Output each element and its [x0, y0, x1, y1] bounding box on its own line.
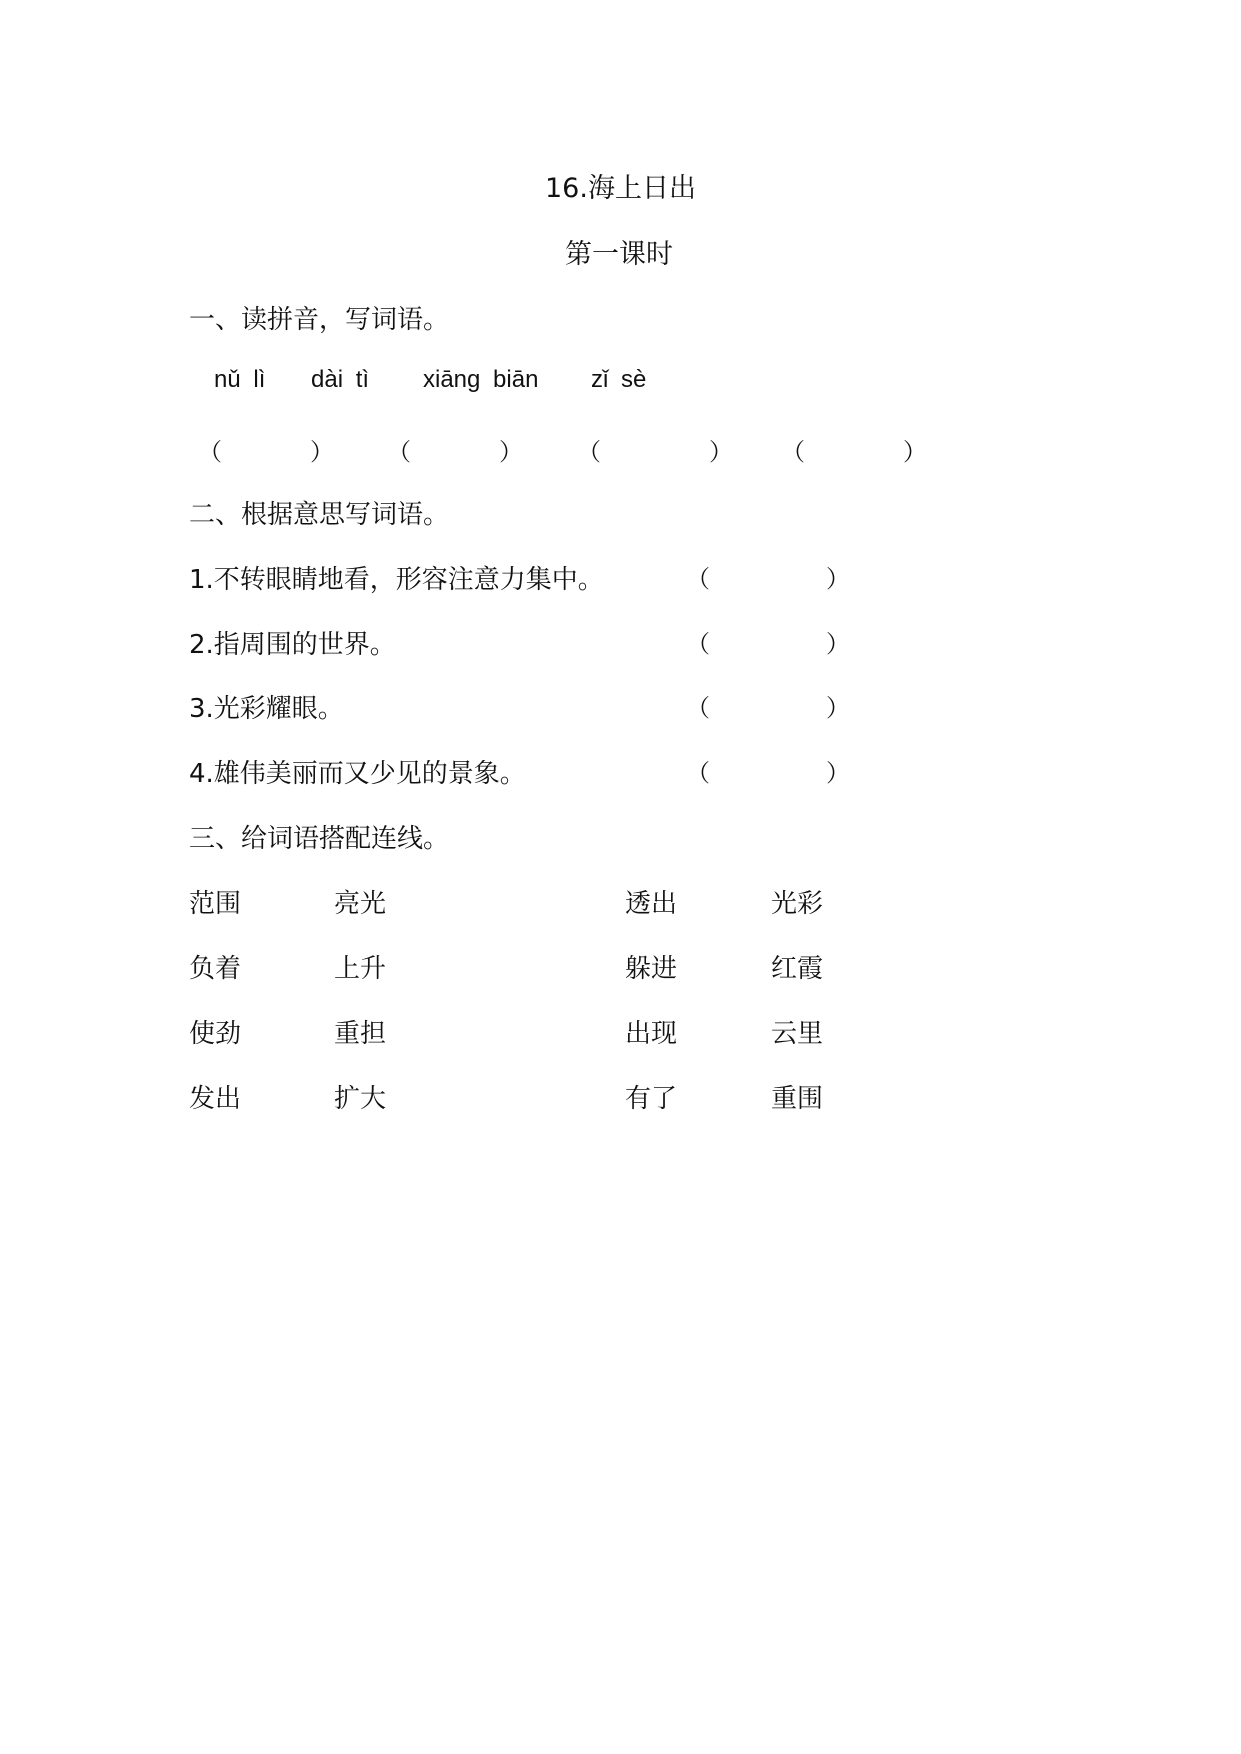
open-paren: （	[387, 438, 411, 466]
match-word[interactable]: 云里	[771, 1019, 824, 1049]
close-paren: ）	[826, 630, 850, 658]
match-word[interactable]: 出现	[625, 1019, 678, 1049]
definition-answer-blank[interactable]	[686, 559, 850, 594]
definition-answer-blank[interactable]	[686, 753, 850, 788]
open-paren: （	[686, 759, 710, 787]
pinyin-item: dài tì	[311, 366, 370, 393]
match-word[interactable]: 光彩	[771, 889, 824, 919]
close-paren: ）	[903, 438, 927, 466]
answer-blank[interactable]	[577, 432, 733, 467]
definition-item: 4.雄伟美丽而又少见的景象。	[189, 759, 526, 789]
section-3-heading: 三、给词语搭配连线。	[189, 824, 450, 854]
match-word[interactable]: 躲进	[625, 954, 678, 984]
definition-answer-blank[interactable]	[686, 624, 850, 659]
match-word[interactable]: 有了	[625, 1084, 678, 1114]
definition-item: 1.不转眼睛地看，形容注意力集中。	[189, 565, 604, 595]
pinyin-item: xiāng biān	[423, 366, 539, 393]
answer-blank[interactable]	[781, 432, 927, 467]
open-paren: （	[577, 438, 601, 466]
definition-item: 2.指周围的世界。	[189, 630, 396, 660]
close-paren: ）	[310, 438, 334, 466]
close-paren: ）	[709, 438, 733, 466]
match-word[interactable]: 发出	[189, 1084, 242, 1114]
section-1-heading: 一、读拼音，写词语。	[189, 305, 450, 335]
close-paren: ）	[826, 759, 850, 787]
close-paren: ）	[499, 438, 523, 466]
answer-blank[interactable]	[198, 432, 334, 467]
match-word[interactable]: 亮光	[334, 889, 387, 919]
open-paren: （	[686, 694, 710, 722]
definition-answer-blank[interactable]	[686, 688, 850, 723]
open-paren: （	[781, 438, 805, 466]
pinyin-item: zǐ sè	[591, 366, 647, 393]
match-word[interactable]: 重担	[334, 1019, 387, 1049]
match-word[interactable]: 扩大	[334, 1084, 387, 1114]
match-word[interactable]: 红霞	[771, 954, 824, 984]
pinyin-item: nǔ lì	[214, 366, 266, 393]
match-word[interactable]: 重围	[771, 1084, 824, 1114]
match-word[interactable]: 范围	[189, 889, 242, 919]
open-paren: （	[686, 630, 710, 658]
open-paren: （	[686, 565, 710, 593]
section-2-heading: 二、根据意思写词语。	[189, 500, 450, 530]
page-subtitle: 第一课时	[565, 239, 673, 270]
match-word[interactable]: 使劲	[189, 1019, 242, 1049]
definition-item: 3.光彩耀眼。	[189, 694, 344, 724]
match-word[interactable]: 透出	[625, 889, 678, 919]
close-paren: ）	[826, 565, 850, 593]
page-title: 16.海上日出	[545, 173, 696, 204]
answer-blank[interactable]	[387, 432, 523, 467]
open-paren: （	[198, 438, 222, 466]
match-word[interactable]: 负着	[189, 954, 242, 984]
close-paren: ）	[826, 694, 850, 722]
match-word[interactable]: 上升	[334, 954, 387, 984]
